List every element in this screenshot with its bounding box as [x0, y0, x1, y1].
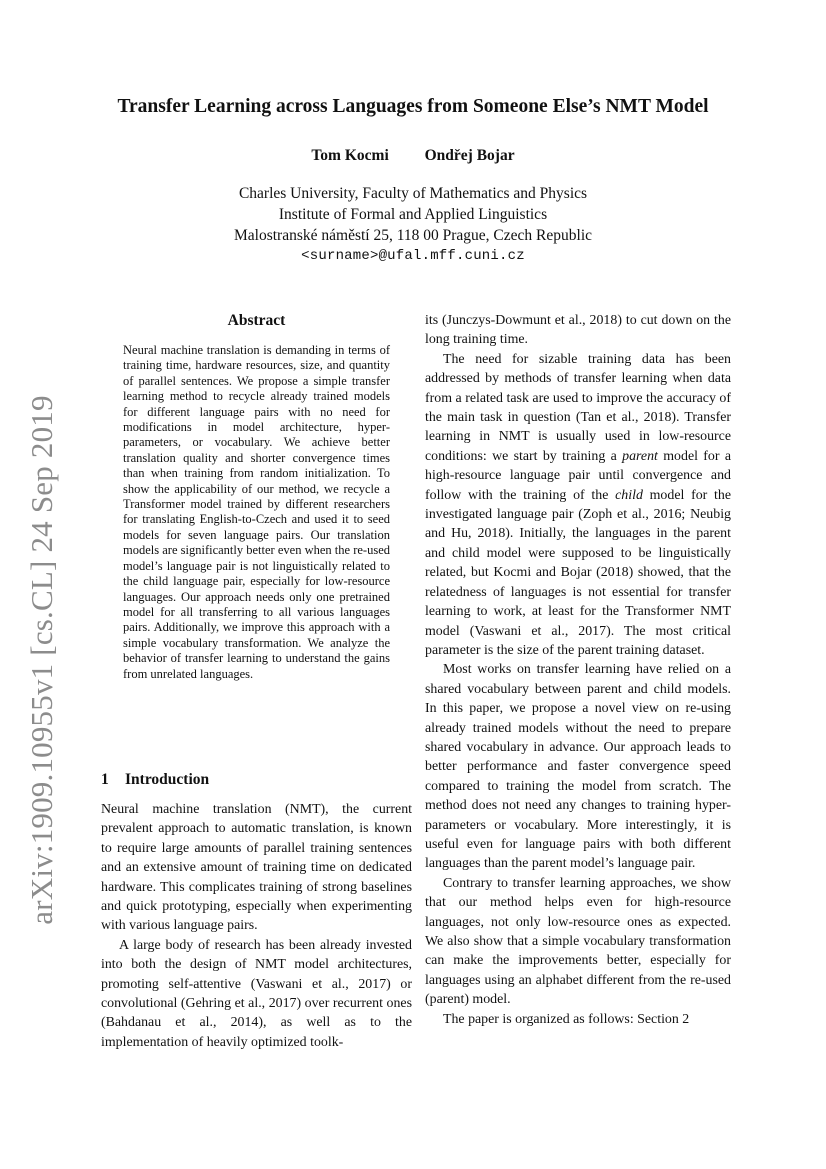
paragraph [425, 350, 731, 661]
section-number: 1 [101, 771, 109, 788]
introduction-left-column [101, 800, 412, 1052]
paragraph: Neural machine translation (NMT), the current prevalent approach to automatic translation, is known to require large amounts of parallel training sentences and an extensive amount of training time on dedicated hardware. This complicates training of strong baselines and quick prototyping, especially when experimenting with various language pairs. [101, 802, 412, 934]
paragraph: Contrary to transfer learning approaches, we show that our method helps even for high-resource languages, not only low-resource ones as expected. We also show that a simple vocabulary transformation can make the improvements better, especially for languages using an alphabet different from the re-used (parent) model. [425, 875, 731, 1008]
introduction-right-column [425, 311, 731, 1029]
author-email[interactable]: <surname>@ufal.mff.cuni.cz [301, 248, 525, 264]
affiliation-block [0, 183, 826, 267]
paragraph: its (Junczys-Dowmunt et al., 2018) to cut down on the long training time. [425, 313, 731, 348]
child-term: child [615, 487, 643, 503]
paper-title: Transfer Learning across Languages from Someone Else’s NMT Model [117, 96, 709, 117]
section-title: Introduction [125, 771, 210, 788]
abstract-text: Neural machine translation is demanding in terms of training time, hardware resources, size, and quantity of parallel sentences. We propose a simple transfer learning method to recycle already trained models for different language pairs with no need for modifications in model architecture, hyper-parameters, or vocabulary. We achieve better translation quality and shorter convergence times than when training from random initialization. To show the applicability of our method, we recycle a Transformer model trained by different researchers for translating English-to-Czech and used it to seed models for seven language pairs. Our translation models are significantly better even when the re-used model’s language pair is not linguistically related to the child language pair, especially for low-resource languages. Our approach needs only one pretrained model for all transferring to all various languages pairs. Additionally, we improve this approach with a simple vocabulary transformation. We analyze the behavior of transfer learning to understand the gains from unrelated languages. [123, 343, 390, 681]
arxiv-identifier-stamp[interactable]: arXiv:1909.10955v1 [cs.CL] 24 Sep 2019 [24, 395, 59, 925]
author-list [0, 146, 826, 166]
paragraph-text: The need for sizable training data has been addressed by methods of transfer learning when data from a related task are used to improve the accuracy of the main task in question (Tan et al., 2018). Transfer learning in NMT is usually used in low-resource conditions: we start by training a [425, 351, 731, 464]
affiliation-line: Charles University, Faculty of Mathematics and Physics [238, 185, 588, 202]
section-heading-introduction [101, 770, 412, 790]
abstract-heading: Abstract [227, 312, 286, 329]
author-name: Tom Kocmi [311, 147, 389, 164]
paragraph-text: model for the investigated language pair (Zoph et al., 2016; Neubig and Hu, 2018). Initially, the languages in the parent and child model were supposed to be linguistically related, but Kocmi and Bojar (2018) showed, that the relatedness of languages is not essential for transfer learning to work, at least for the Transformer NMT model (Vaswani et al., 2017). The most critical parameter is the size of the parent training dataset. [425, 487, 731, 658]
paragraph-text: model for a high-resource language pair until convergence and follow with the training of the [425, 448, 731, 503]
paragraph: Most works on transfer learning have relied on a shared vocabulary between parent and child models. In this paper, we propose a novel view on re-using already trained models without the need to prepare shared vocabulary in advance. Our approach leads to better performance and faster convergence speed compared to training the model from scratch. The method does not need any changes to training hyper-parameters or vocabulary. More interestingly, it is useful even for language pairs with both different languages than the parent model’s language pair. [425, 662, 731, 872]
parent-term: parent [622, 448, 658, 464]
paragraph: The paper is organized as follows: Section 2 [443, 1011, 690, 1027]
affiliation-line: Malostranské náměstí 25, 118 00 Prague, Czech Republic [234, 227, 592, 244]
affiliation-line: Institute of Formal and Applied Linguistics [278, 206, 548, 223]
author-name: Ondřej Bojar [424, 147, 515, 164]
paragraph: A large body of research has been already invested into both the design of NMT model architectures, promoting self-attentive (Vaswani et al., 2017) or convolutional (Gehring et al., 2017) over recurrent ones (Bahdanau et al., 2014), as well as to the implementation of heavily optimized toolk- [101, 937, 412, 1050]
